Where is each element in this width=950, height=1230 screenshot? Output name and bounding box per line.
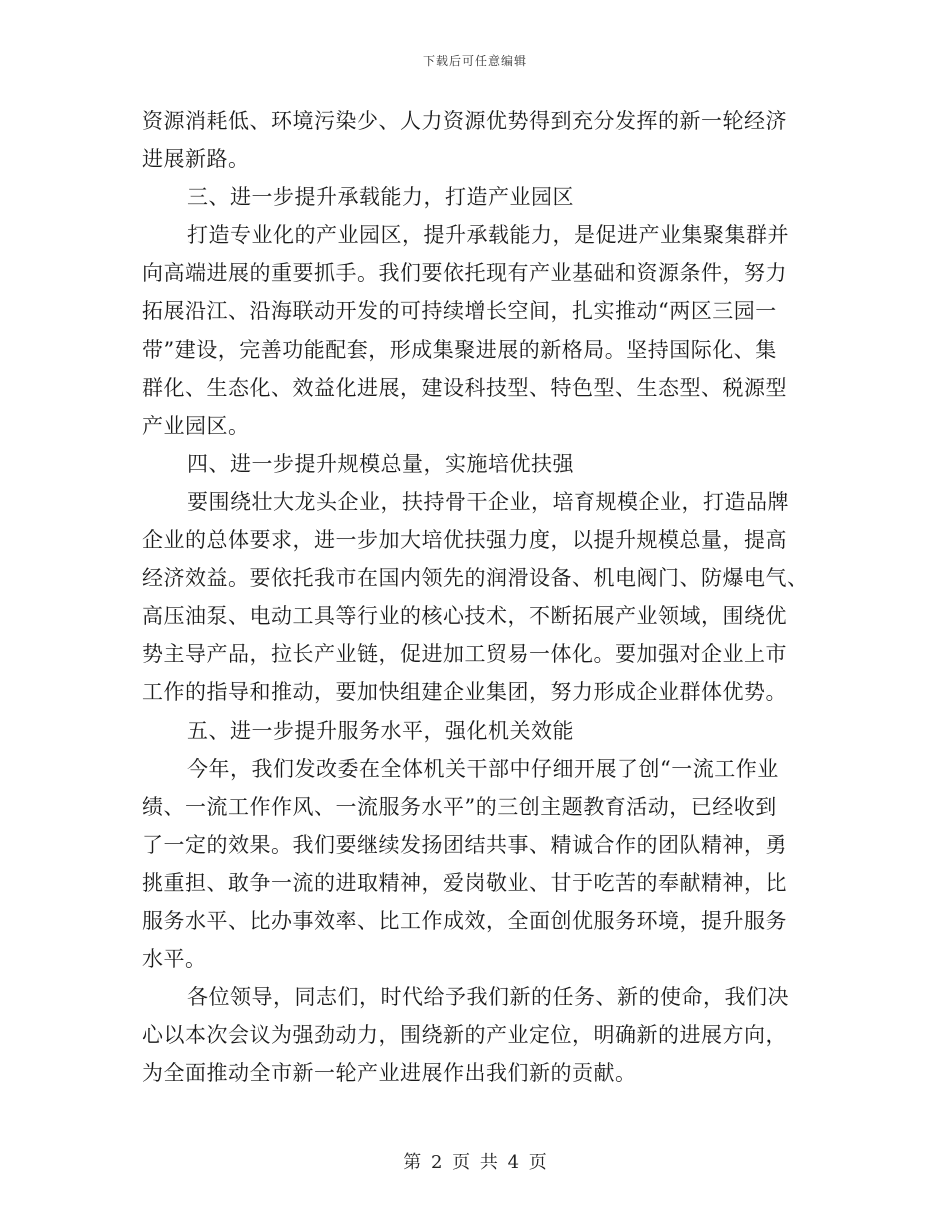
text-line: 挑重担、敢争一流的进取精神，爱岗敬业、甘于吃苦的奉献精神，比 (142, 870, 787, 895)
text-line: 产业园区。 (142, 413, 250, 438)
text-line: 拓展沿江、沿海联动开发的可持续增长空间，扎实推动“两区三园一 (142, 299, 777, 324)
text-line: 高压油泵、电动工具等行业的核心技术，不断拓展产业领域，围绕优 (142, 604, 787, 629)
text-line: 资源消耗低、环境污染少、人力资源优势得到充分发挥的新一轮经济 (142, 109, 787, 133)
text-line: 水平。 (142, 947, 207, 972)
text-line: 群化、生态化、效益化进展，建设科技型、特色型、生态型、税源型 (142, 375, 787, 400)
text-line: 企业的总体要求，进一步加大培优扶强力度，以提升规模总量，提高 (142, 528, 787, 553)
text-line: 服务水平、比办事效率、比工作成效，全面创优服务环境，提升服务 (142, 908, 787, 933)
text-line: 向高端进展的重要抓手。我们要依托现有产业基础和资源条件，努力 (142, 261, 787, 286)
text-line: 三、进一步提升承载能力，打造产业园区 (187, 185, 574, 210)
document-body (142, 102, 812, 1092)
text-line: 带”建设，完善功能配套，形成集聚进展的新格局。坚持国际化、集 (142, 337, 777, 362)
text-line: 五、进一步提升服务水平，强化机关效能 (187, 718, 574, 743)
text-line: 工作的指导和推动，要加快组建企业集团，努力形成企业群体优势。 (142, 680, 787, 705)
text-line: 各位领导，同志们，时代给予我们新的任务、新的使命，我们决 (187, 985, 789, 1010)
page-number: 第 2 页 共 4 页 (403, 1152, 547, 1173)
text-line: 绩、一流工作作风、一流服务水平”的三创主题教育活动，已经收到 (142, 794, 777, 819)
page-header: 下载后可任意编辑 (422, 54, 527, 68)
text-line: 今年，我们发改委在全体机关干部中仔细开展了创“一流工作业 (187, 756, 779, 781)
text-line: 经济效益。要依托我市在国内领先的润滑设备、机电阀门、防爆电气、 (142, 566, 809, 591)
text-line: 四、进一步提升规模总量，实施培优扶强 (187, 451, 574, 476)
text-line: 了一定的效果。我们要继续发扬团结共事、精诚合作的团队精神，勇 (142, 832, 787, 857)
text-line: 要围绕壮大龙头企业，扶持骨干企业，培育规模企业，打造品牌 (187, 489, 789, 514)
text-line: 进展新路。 (142, 147, 250, 172)
text-line: 势主导产品，拉长产业链，促进加工贸易一体化。要加强对企业上市 (142, 642, 787, 667)
text-line: 打造专业化的产业园区，提升承载能力，是促进产业集聚集群并 (187, 223, 789, 248)
text-line: 为全面推动全市新一轮产业进展作出我们新的贡献。 (142, 1061, 637, 1086)
text-line: 心以本次会议为强劲动力，围绕新的产业定位，明确新的进展方向， (142, 1023, 787, 1048)
